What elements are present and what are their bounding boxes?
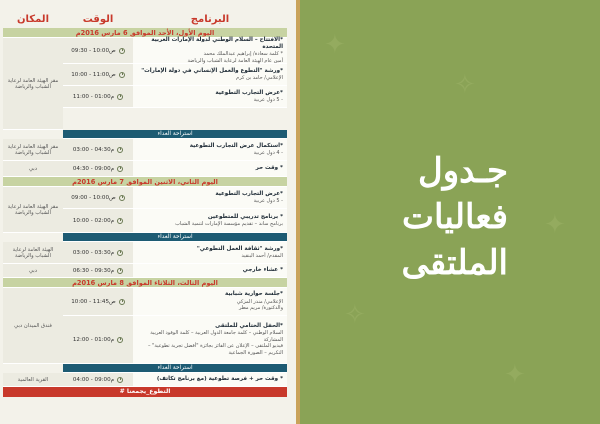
day1-place: دبي: [3, 161, 63, 177]
day3-place: فندق الميدان دبي: [3, 288, 63, 364]
clock-icon: [117, 250, 123, 256]
pattern-glyph: ✦: [544, 210, 566, 240]
day2-place: دبي: [3, 264, 63, 278]
lunch-break-bar: استراحة الغداء: [63, 364, 287, 373]
table-row: 06:30 - 09:30م * عشاء خارجي: [63, 264, 287, 278]
schedule-table: [3, 10, 287, 397]
table-row: 03:00 - 04:30م *استكمال عرض التجارب التطوعية - 4 دول عربية: [63, 139, 287, 161]
clock-icon: [117, 337, 123, 343]
lunch-break-bar: استراحة الغداء: [63, 233, 287, 242]
day2-label: اليوم الثاني، الاثنين الموافق 7 مارس 2016م: [3, 177, 287, 187]
day1-place: مقر الهيئة العامة لرعاية الشباب والرياضة: [3, 139, 63, 161]
table-row: 10:00 - 11:45ص *جلسة حوارية شبابية الإعلامي/ منذر المزكي والدكتورة/ مريم مطر: [63, 288, 287, 316]
header-program: البرنامج: [190, 13, 230, 25]
pattern-glyph: ✧: [344, 300, 366, 330]
table-row: 11:00 - 01:00م *عرض التجارب التطوعية - 5 دول عربية: [63, 86, 287, 108]
clock-icon: [117, 377, 123, 383]
header-place: المكان: [17, 13, 49, 25]
title-line-2: فعاليات: [401, 197, 508, 237]
table-row: 04:00 - 09:00م * وقت حر + فرصة تطوعية (مع برنامج تكاتف): [63, 373, 287, 387]
pattern-glyph: ✦: [324, 30, 346, 60]
clock-icon: [119, 195, 125, 201]
table-row: 04:30 - 09:00م * وقت حر: [63, 161, 287, 177]
day3-label: اليوم الثالث، الثلاثاء الموافق 8 مارس 2016م: [3, 278, 287, 288]
day2-place: الهيئة العامة لرعاية الشباب والرياضة: [3, 242, 63, 264]
table-row: 03:00 - 03:30م *ورشة "ثقافة العمل التطوعي" المقدم/ أحمد البنقيد: [63, 242, 287, 264]
title-line-3: الملتقى: [401, 243, 508, 283]
table-row: 09:00 - 10:00ص *عرض التجارب التطوعية - 5 دول عربية: [63, 187, 287, 209]
clock-icon: [117, 218, 123, 224]
day2-place: مقر الهيئة العامة لرعاية الشباب والرياضة: [3, 187, 63, 233]
table-row: 10:00 - 02:00م * برنامج تدريبي للمتطوعين برنامج ساند – تقديم مؤسسة الإمارات لتنمية الشباب: [63, 209, 287, 233]
day3-place: القرية العالمية: [3, 373, 63, 387]
hashtag-bar: # التطوع_يجمعنا: [3, 387, 287, 397]
clock-icon: [119, 48, 125, 54]
header-time: الوقت: [82, 13, 114, 25]
table-row: 09:30 - 10:00ص *الافتتاح – السلام الوطني لدولة الإمارات العربية المتحدة * كلمة سعادة/ إبراهيم عبدالملك محمد أمين عام الهيئة العامة لرعاية الشباب والرياضة: [63, 38, 287, 64]
day1-place: مقر الهيئة العامة لرعاية الشباب والرياضة: [3, 38, 63, 130]
table-header: [3, 10, 287, 28]
pattern-glyph: ✧: [454, 70, 476, 100]
title-line-1: جـدول: [418, 151, 508, 191]
pattern-glyph: ✦: [504, 360, 526, 390]
clock-icon: [117, 147, 123, 153]
day1-grid: [3, 38, 287, 130]
title-area: [304, 0, 600, 424]
day1-label: اليوم الأول، الأحد الموافق 6 مارس 2016م: [3, 28, 287, 38]
table-row: 10:00 - 11:00ص *ورشة "التطوع والعمل الإنساني في دولة الإمارات" الإعلامي/ حامد بن كرم: [63, 64, 287, 86]
clock-icon: [119, 299, 125, 305]
table-row: 12:00 - 01:00م *الحفل الختامي للملتقى السلام الوطني – كلمة جامعة الدول العربية – كلمة الوفود العربية المشاركة فيديو الملتقى – الإعلان عن الفائز بجائزة "أفضل تجربة تطوعية" – التكريم – الصورة الجماعية: [63, 316, 287, 364]
page-title: [401, 148, 508, 286]
clock-icon: [117, 166, 123, 172]
lunch-break-bar: استراحة الغداء: [63, 130, 287, 139]
clock-icon: [117, 268, 123, 274]
clock-icon: [119, 72, 125, 78]
clock-icon: [117, 94, 123, 100]
